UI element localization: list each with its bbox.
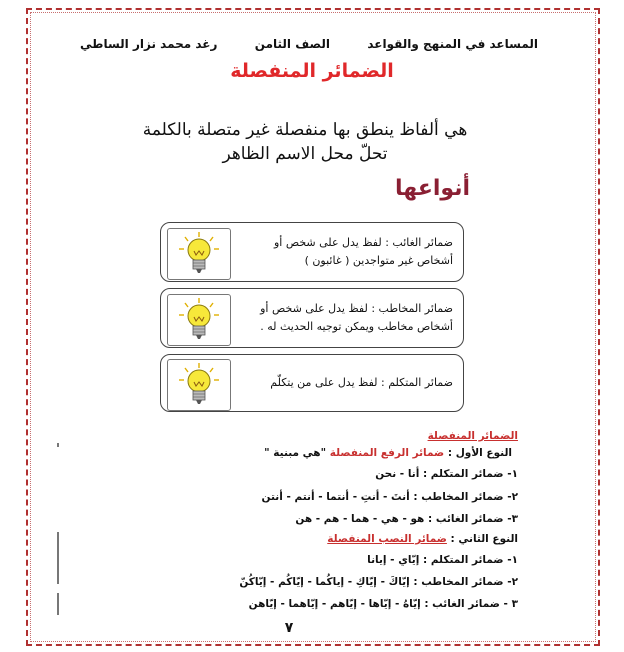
margin-mark — [57, 593, 59, 615]
type-box-line: أشخاص غير متواجدين ( غائبون ) — [304, 254, 453, 267]
page-number: ٧ — [284, 620, 294, 636]
lightbulb-icon — [167, 359, 231, 411]
type2-item-speaker: ١- ضمائر المتكلم : إيّاي - إيانا — [367, 554, 518, 566]
type-box-text — [239, 234, 453, 270]
type2-item-absent: ٣ - ضمائر الغائب : إيّاهُ - إيّاها - إيّاهم - إيّاهما - إيّاهن — [248, 598, 518, 610]
book-title: المساعد في المنهج والقواعد — [367, 37, 538, 51]
type2-name: ضمائر النصب المنفصلة — [327, 533, 447, 545]
page-title: الضمائر المنفصلة — [230, 60, 394, 82]
type-box-line: ضمائر الغائب : لفظ يدل على شخص أو — [273, 236, 453, 249]
definition-line-1: هي ألفاظ ينطق بها منفصلة غير متصلة بالكلمة — [142, 120, 468, 140]
types-heading: أنواعها — [395, 176, 470, 201]
margin-mark — [57, 443, 59, 447]
lightbulb-icon — [167, 294, 231, 346]
type-box-speaker — [160, 354, 464, 412]
type1-name: ضمائر الرفع المنفصلة — [329, 447, 445, 459]
type-box-line: ضمائر المخاطب : لفظ يدل على شخص أو — [260, 302, 453, 315]
grade-label: الصف الثامن — [254, 37, 330, 51]
author-name: رغد محمد نزار الساطي — [80, 37, 218, 51]
type2-heading — [327, 533, 518, 545]
type1-note: "هي مبنية " — [264, 447, 330, 459]
type-box-text — [239, 300, 453, 336]
type1-item-addressee: ٢- ضمائر المخاطب : أنتَ - أنتِ - أنتما - أنتم - أنتن — [261, 491, 518, 503]
definition — [110, 118, 500, 166]
type-box-line: أشخاص مخاطب ويمكن توجيه الحديث له . — [260, 320, 453, 333]
margin-mark — [57, 532, 59, 584]
type2-label: النوع الثاني : — [446, 533, 518, 545]
type1-item-absent: ٣- ضمائر الغائب : هو - هي - هما - هم - هن — [295, 513, 518, 525]
type-box-addressee — [160, 288, 464, 348]
definition-line-2: تحلّ محل الاسم الظاهر — [222, 144, 388, 164]
type1-heading — [264, 447, 512, 459]
type2-item-addressee: ٢- ضمائر المخاطب : إيّاكَ - إيّاكِ - إياكُما - إيّاكُم - إيّاكُنّ — [239, 576, 518, 588]
type1-item-speaker: ١- ضمائر المتكلم : أنا - نحن — [375, 468, 518, 480]
type1-label: النوع الأول : — [444, 447, 512, 459]
type-box-line: ضمائر المتكلم : لفظ يدل على من يتكلّم — [270, 376, 453, 389]
lightbulb-icon — [167, 228, 231, 280]
type-box-text — [239, 374, 453, 392]
page-header — [80, 37, 538, 51]
details-section-title: الضمائر المنفصلة — [427, 430, 518, 442]
type-box-absent — [160, 222, 464, 282]
